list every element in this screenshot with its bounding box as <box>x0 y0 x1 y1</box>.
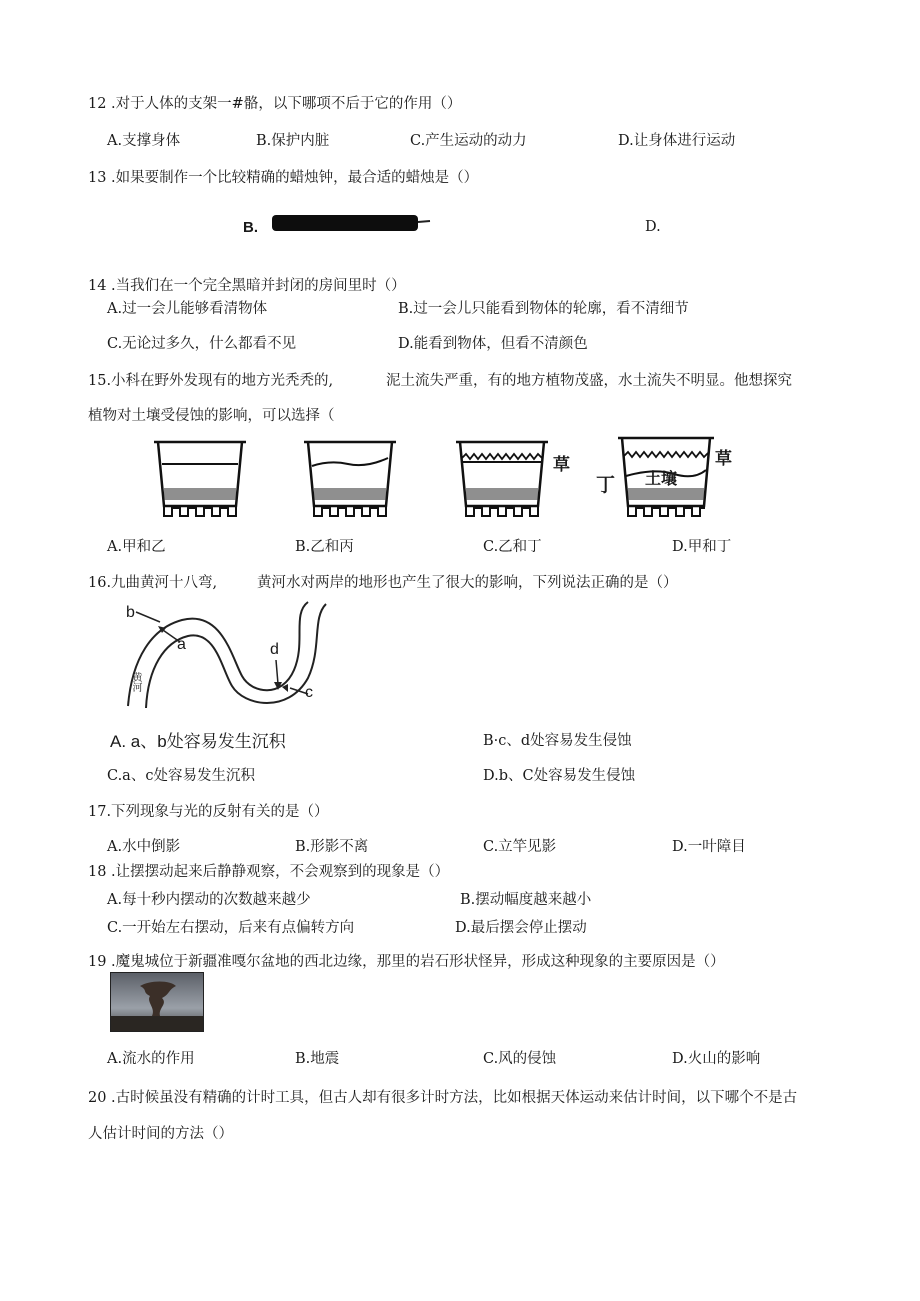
q12-stem: 12 .对于人体的支架一#骼，以下哪项不后于它的作用（） <box>88 96 462 112</box>
q20-stem-line2: 人估计时间的方法（） <box>88 1126 233 1142</box>
map-label-d: d <box>270 641 279 658</box>
q16-stem-b: 黄河水对两岸的地形也产生了很大的影响，下列说法正确的是（） <box>257 575 678 591</box>
map-label-b: b <box>126 604 135 621</box>
q14-stem: 14 .当我们在一个完全黑暗并封闭的房间里时（） <box>88 278 406 294</box>
q15-option-b[interactable]: B.乙和丙 <box>295 539 354 555</box>
q17-option-d[interactable]: D.一叶障目 <box>672 839 746 855</box>
yellow-river-map <box>112 598 330 710</box>
q17-stem: 17.下列现象与光的反射有关的是（） <box>88 804 329 820</box>
q15-stem-line2: 植物对土壤受侵蚀的影响，可以选择（ <box>88 408 335 424</box>
map-label-a: a <box>177 636 186 653</box>
map-label-river: 黄河 <box>130 672 141 692</box>
beaker-bing-figure <box>452 436 552 518</box>
q18-option-d[interactable]: D.最后摆会停止摆动 <box>455 920 587 936</box>
q13-option-d-label[interactable]: D. <box>645 219 661 235</box>
q16-option-b[interactable]: B·c、d处容易发生侵蚀 <box>483 733 632 749</box>
q17-option-a[interactable]: A.水中倒影 <box>107 839 181 855</box>
map-label-c: c <box>305 684 313 701</box>
q12-option-d[interactable]: D.让身体进行运动 <box>618 133 736 149</box>
q16-option-d[interactable]: D.b、C处容易发生侵蚀 <box>483 768 636 784</box>
q12-option-a[interactable]: A.支撑身体 <box>107 133 181 149</box>
q16-stem-a: 16.九曲黄河十八弯, <box>88 575 218 591</box>
q18-option-b[interactable]: B.摆动幅度越来越小 <box>460 892 592 908</box>
q16-option-a[interactable]: A. a、b处容易发生沉积 <box>110 732 286 751</box>
q17-option-c[interactable]: C.立竿见影 <box>483 839 557 855</box>
q12-option-c[interactable]: C.产生运动的动力 <box>410 133 527 149</box>
q14-option-a[interactable]: A.过一会儿能够看清物体 <box>107 301 268 317</box>
q19-option-c[interactable]: C.风的侵蚀 <box>483 1051 557 1067</box>
q15-option-d[interactable]: D.甲和丁 <box>672 539 732 555</box>
q14-option-d[interactable]: D.能看到物体，但看不清颜色 <box>398 336 588 352</box>
q19-option-b[interactable]: B.地震 <box>295 1051 340 1067</box>
q15-option-a[interactable]: A.甲和乙 <box>107 539 166 555</box>
q18-stem: 18 .让摆摆动起来后静静观察，不会观察到的现象是（） <box>88 864 450 880</box>
q18-option-a[interactable]: A.每十秒内摆动的次数越来越少 <box>107 892 311 908</box>
beaker-yi-figure <box>300 436 400 518</box>
q18-option-c[interactable]: C.一开始左右摆动，后来有点偏转方向 <box>107 920 355 936</box>
q19-stem: 19 .魔鬼城位于新疆准嘎尔盆地的西北边缘，那里的岩石形状怪异，形成这种现象的主要原因是（） <box>88 954 725 970</box>
q20-stem-line1: 20 .古时候虽没有精确的计时工具，但古人却有很多计时方法，比如根据天体运动来估计时间，以下哪个不是古 <box>88 1090 798 1106</box>
q12-option-b[interactable]: B.保护内脏 <box>256 133 330 149</box>
q15-label-grass-2: 草 <box>715 449 732 469</box>
q19-option-a[interactable]: A.流水的作用 <box>107 1051 195 1067</box>
devil-city-photo <box>110 972 204 1032</box>
candle-b-image <box>268 212 433 236</box>
q17-option-b[interactable]: B.形影不离 <box>295 839 369 855</box>
q15-stem-line1b: 泥土流失严重，有的地方植物茂盛，水土流失不明显。他想探究 <box>386 373 792 389</box>
q14-option-b[interactable]: B.过一会儿只能看到物体的轮廓，看不清细节 <box>398 301 689 317</box>
q19-option-d[interactable]: D.火山的影响 <box>672 1051 761 1067</box>
q13-option-b-label[interactable]: B. <box>243 219 258 236</box>
q15-stem-line1a: 15.小科在野外发现有的地方光秃秃的, <box>88 373 334 389</box>
q15-label-grass-1: 草 <box>553 455 570 475</box>
q15-label-ding: 丁 <box>596 474 616 496</box>
q14-option-c[interactable]: C.无论过多久，什么都看不见 <box>107 336 297 352</box>
beaker-jia-figure <box>150 436 250 518</box>
q13-stem: 13 .如果要制作一个比较精确的蜡烛钟，最合适的蜡烛是（） <box>88 170 479 186</box>
q16-option-c[interactable]: C.a、c处容易发生沉积 <box>107 768 255 784</box>
q15-label-soil: 土壤 <box>645 469 678 488</box>
q15-option-c[interactable]: C.乙和丁 <box>483 539 542 555</box>
